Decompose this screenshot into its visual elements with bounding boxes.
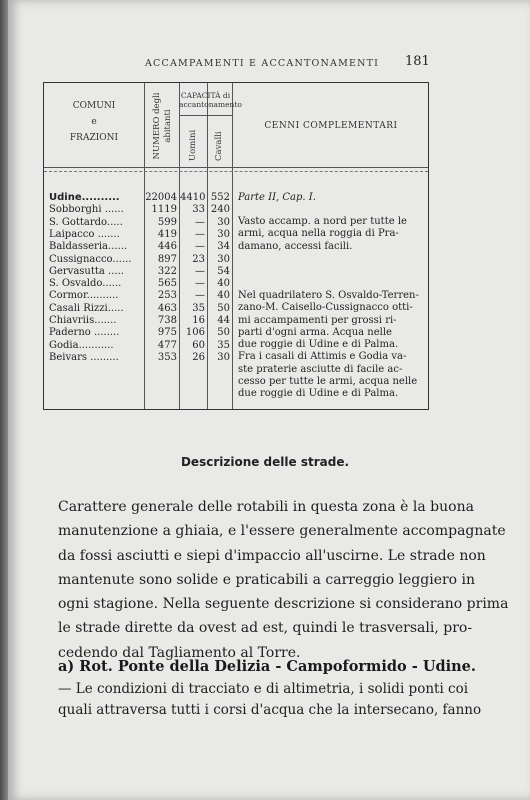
running-head: ACCAMPAMENTI E ACCANTONAMENTI (145, 58, 380, 69)
row-name: Udine.......... (49, 192, 120, 203)
row-name: Cormor.......... (49, 290, 119, 302)
row-name: Laipacco ....... (49, 228, 120, 240)
row-uomini: 106 (185, 327, 205, 339)
row-abitanti: 738 (157, 315, 177, 326)
row-uomini: 60 (192, 339, 205, 351)
note-block-2: Nel quadrilatero S. Osvaldo-Terren- zano-M. Caisello-Cussignacco otti- mi accampamenti per grossi ri- parti d'ogni arma. Acqua nelle due roggie di Udine e di Palma. Fra i casali di Attimis e Godia va- ste praterie asciutte di facile ac- cesso per tutte le armi, acqua nelle due roggie di Udine e di Palma. (238, 290, 419, 400)
row-uomini: — (195, 265, 205, 277)
paragraph-road-a: — Le condizioni di tracciato e di altimetria, i solidi ponti coi quali attraversa tutti i corsi d'acqua che la intersecano, fanno (58, 681, 482, 718)
row-uomini: — (195, 278, 205, 290)
row-uomini: — (195, 241, 205, 253)
row-cavalli: 40 (217, 290, 230, 302)
column-rule (232, 83, 233, 409)
row-uomini: 23 (192, 253, 205, 265)
row-name: S. Osvaldo...... (49, 278, 122, 290)
row-name: Sobborghi ...... (49, 204, 124, 216)
row-uomini: 4410 (180, 192, 206, 203)
book-binding (0, 0, 8, 800)
row-cavalli: 30 (217, 351, 230, 363)
row-abitanti: 22004 (145, 192, 177, 203)
row-cavalli: 44 (217, 315, 230, 326)
row-uomini: — (195, 216, 205, 228)
row-abitanti: 1119 (151, 204, 177, 216)
row-abitanti: 565 (157, 278, 177, 290)
row-name: Beivars ......... (49, 351, 119, 363)
row-name: Godia........... (49, 339, 114, 351)
page-number: 181 (405, 54, 430, 69)
header-rule (179, 115, 232, 116)
subheading-road-a: a) Rot. Ponte della Delizia - Campoformido - Udine. (58, 658, 476, 675)
header-cenni: CENNI COMPLEMENTARI (264, 121, 398, 131)
header-cavalli: Cavalli (214, 131, 224, 161)
row-cavalli: 30 (217, 216, 230, 228)
header-capacita: CAPACITÀ di accantonamento (179, 91, 242, 109)
header-rule-dashed (44, 171, 428, 172)
header-rule (44, 167, 428, 168)
row-cavalli: 50 (217, 327, 230, 339)
row-abitanti: 897 (157, 253, 177, 265)
row-abitanti: 477 (157, 339, 177, 351)
note-block-1: Vasto accamp. a nord per tutte le armi, acqua nella roggia di Pra- damano, accessi facili. (238, 216, 407, 252)
row-abitanti: 353 (157, 351, 177, 363)
row-abitanti: 975 (157, 327, 177, 339)
note-udine: Parte II, Cap. I. (238, 192, 316, 203)
row-name: Paderno ........ (49, 327, 120, 339)
header-uomini: Uomini (188, 129, 198, 161)
row-name: Baldasseria...... (49, 241, 128, 253)
row-abitanti: 253 (157, 290, 177, 302)
row-uomini: 26 (192, 351, 205, 363)
header-numero: NUMERO degli abitanti (152, 92, 173, 160)
paragraph-general: Carattere generale delle rotabili in questa zona è la buona manutenzione a ghiaia, e l'essere generalmente accompagnate da fossi asciutti e siepi d'impaccio all'uscirne. Le strade non mantenute sono solide e praticabili a carreggio leggiero in ogni stagione. Nella seguente descrizione si considerano prima le strade dirette da ovest ad est, quindi le trasversali, pro- cedendo dal Tagliamento al Torre. (58, 499, 509, 661)
accommodation-table (43, 82, 429, 410)
row-uomini: — (195, 290, 205, 302)
row-cavalli: 30 (217, 228, 230, 240)
row-uomini: 16 (192, 315, 205, 326)
row-abitanti: 599 (157, 216, 177, 228)
row-abitanti: 446 (157, 241, 177, 253)
row-cavalli: 35 (217, 339, 230, 351)
row-uomini: 35 (192, 302, 205, 314)
section-title: Descrizione delle strade. (180, 455, 350, 469)
row-name: Casali Rizzi..... (49, 302, 124, 314)
row-name: Cussignacco...... (49, 253, 132, 265)
row-cavalli: 34 (217, 241, 230, 253)
row-abitanti: 322 (157, 265, 177, 277)
row-uomini: 33 (192, 204, 205, 216)
row-name: Chiavriis....... (49, 315, 117, 326)
header-comuni: COMUNI e FRAZIONI (69, 101, 119, 143)
row-name: Gervasutta ..... (49, 265, 124, 277)
row-name: S. Gottardo..... (49, 216, 123, 228)
row-uomini: — (195, 228, 205, 240)
row-cavalli: 30 (217, 253, 230, 265)
row-cavalli: 40 (217, 278, 230, 290)
row-abitanti: 463 (157, 302, 177, 314)
row-cavalli: 54 (217, 265, 230, 277)
row-cavalli: 50 (217, 302, 230, 314)
row-abitanti: 419 (157, 228, 177, 240)
row-cavalli: 240 (210, 204, 230, 216)
row-cavalli: 552 (210, 192, 230, 203)
